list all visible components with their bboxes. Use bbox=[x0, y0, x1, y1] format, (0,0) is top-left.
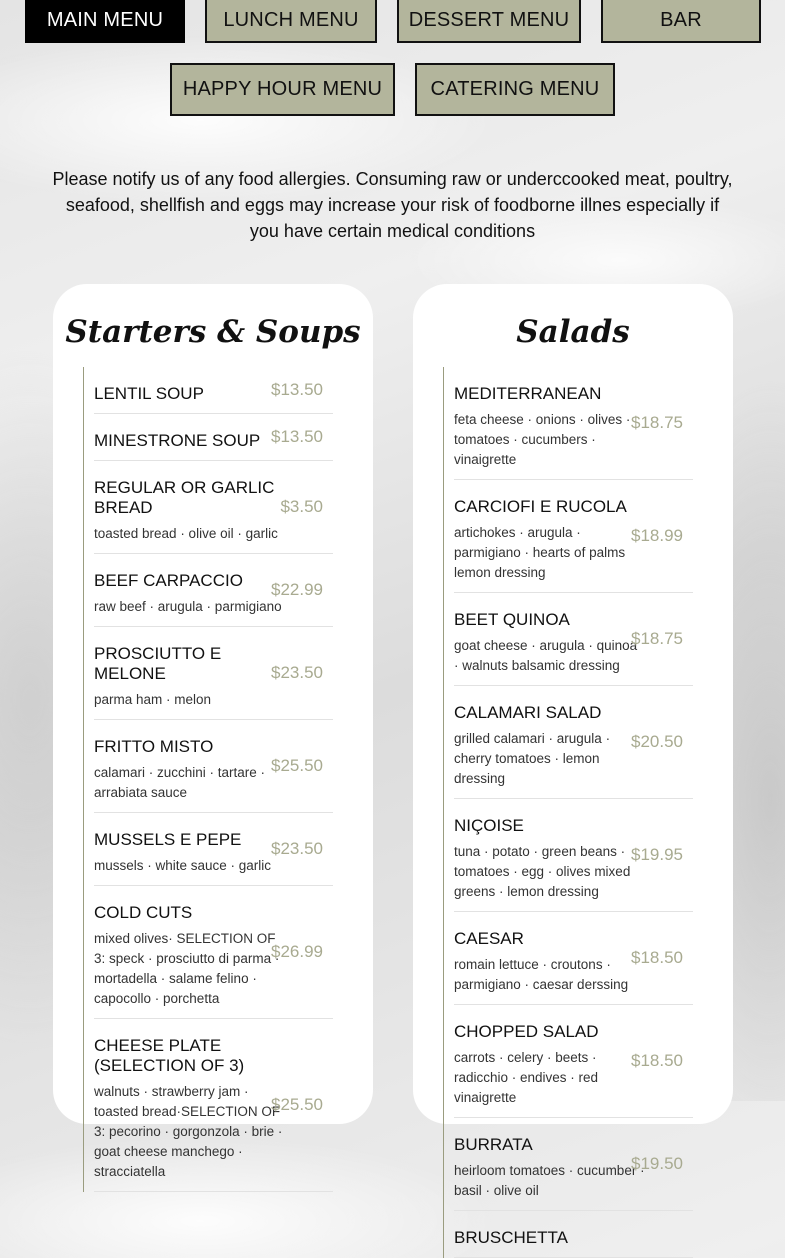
menu-item-description: romain lettuce · croutons · parmigiano · caesar derssing bbox=[454, 957, 629, 992]
menu-item-name: CHOPPED SALAD bbox=[454, 1022, 599, 1041]
menu-item-price: $25.50 bbox=[271, 756, 323, 775]
menu-item-price: $22.99 bbox=[271, 580, 323, 599]
menu-item-description: mixed olives· SELECTION OF 3: speck · prosciutto di parma · mortadella · salame felino · capocollo · porchetta bbox=[94, 931, 280, 1006]
menu-item bbox=[94, 1019, 333, 1192]
menu-item-name: MEDITERRANEAN bbox=[454, 384, 602, 403]
nav-main-menu-label: MAIN MENU bbox=[46, 9, 164, 31]
nav-main-menu-button[interactable] bbox=[25, 0, 185, 43]
nav-happy-hour-menu-label: HAPPY HOUR MENU bbox=[182, 78, 383, 100]
menu-item-price: $13.50 bbox=[271, 380, 323, 399]
starters-title: Starters & Soups bbox=[65, 314, 361, 350]
menu-item-name: COLD CUTS bbox=[94, 903, 193, 922]
menu-item-price: $20.50 bbox=[631, 732, 683, 751]
nav-lunch-menu-label: LUNCH MENU bbox=[223, 9, 359, 31]
menu-item-description: goat cheese · arugula · quinoa · walnuts balsamic dressing bbox=[454, 638, 638, 673]
menu-item-price: $26.99 bbox=[271, 942, 323, 961]
menu-item-name: MUSSELS E PEPE bbox=[94, 830, 242, 849]
nav-dessert-menu-label: DESSERT MENU bbox=[408, 9, 570, 31]
nav-catering-menu-label: CATERING MENU bbox=[430, 78, 600, 100]
menu-item-name: BEEF CARPACCIO bbox=[94, 571, 243, 590]
menu-item-name: LENTIL SOUP bbox=[94, 384, 204, 403]
menu-item-name: NIÇOISE bbox=[454, 816, 524, 835]
menu-item-description: raw beef · arugula · parmigiano bbox=[94, 599, 282, 614]
starters-card bbox=[53, 284, 373, 1179]
menu-item-price: $3.50 bbox=[280, 497, 323, 516]
menu-item bbox=[454, 686, 693, 799]
menu-item-description: tuna · potato · green beans · tomatoes · egg · olives mixed greens · lemon dressing bbox=[454, 844, 631, 899]
menu-item-description: feta cheese · onions · olives · tomatoes · cucumbers · vinaigrette bbox=[454, 412, 631, 467]
menu-item bbox=[94, 554, 333, 627]
menu-item-price: $18.75 bbox=[631, 629, 683, 648]
allergy-notice: Please notify us of any food allergies. Consuming raw or underccooked meat, poultry, seafood, shellfish and eggs may increase your risk of foodborne illnes especially if you have certain medical conditions bbox=[52, 169, 733, 241]
salads-list bbox=[443, 367, 693, 1258]
menu-item-description: carrots · celery · beets · radicchio · endives · red vinaigrette bbox=[454, 1050, 599, 1105]
menu-item bbox=[454, 1118, 693, 1211]
menu-item bbox=[94, 813, 333, 886]
menu-item bbox=[94, 461, 333, 554]
menu-item-name: FRITTO MISTO bbox=[94, 737, 214, 756]
menu-item bbox=[94, 414, 333, 461]
nav-bar-label: BAR bbox=[660, 9, 702, 31]
menu-item-description: walnuts · strawberry jam · toasted bread·SELECTION OF 3: pecorino · gorgonzola · brie · goat cheese manchego · stracciatella bbox=[94, 1084, 283, 1179]
menu-item-description: artichokes · arugula · parmigiano · hearts of palms lemon dressing bbox=[454, 525, 626, 580]
menu-item-name: CALAMARI SALAD bbox=[454, 703, 602, 722]
menu-item-price: $19.95 bbox=[631, 845, 683, 864]
menu-item-description: calamari · zucchini · tartare · arrabiata sauce bbox=[94, 765, 266, 800]
menu-item bbox=[94, 627, 333, 720]
menu-item-description: parma ham · melon bbox=[94, 692, 212, 707]
nav-catering-menu-button[interactable] bbox=[415, 63, 615, 116]
menu-item-description: toasted bread · olive oil · garlic bbox=[94, 526, 278, 541]
menu-item-name: PROSCIUTTO E MELONE bbox=[94, 644, 222, 683]
menu-item bbox=[454, 367, 693, 480]
menu-item-price: $18.50 bbox=[631, 948, 683, 967]
menu-item-name: BEET QUINOA bbox=[454, 610, 570, 629]
menu-item-description: mussels · white sauce · garlic bbox=[94, 858, 272, 873]
menu-item bbox=[94, 720, 333, 813]
menu-item-price: $18.75 bbox=[631, 413, 683, 432]
nav-dessert-menu-button[interactable] bbox=[397, 0, 581, 43]
menu-item bbox=[454, 912, 693, 1005]
menu-item-name: BURRATA bbox=[454, 1135, 533, 1154]
menu-item bbox=[454, 799, 693, 912]
menu-item-name: CHEESE PLATE (SELECTION OF 3) bbox=[94, 1036, 245, 1075]
menu-item-name: BRUSCHETTA bbox=[454, 1228, 568, 1247]
nav-lunch-menu-button[interactable] bbox=[205, 0, 377, 43]
starters-list bbox=[83, 367, 333, 1192]
menu-item bbox=[94, 886, 333, 1019]
menu-item bbox=[454, 480, 693, 593]
salads-card bbox=[413, 284, 733, 1247]
menu-item-name: REGULAR OR GARLIC BREAD bbox=[94, 478, 275, 517]
menu-item bbox=[454, 593, 693, 686]
menu-item-price: $23.50 bbox=[271, 839, 323, 858]
menu-item-price: $25.50 bbox=[271, 1095, 323, 1114]
nav-bar-button[interactable] bbox=[601, 0, 761, 43]
menu-item-description: heirloom tomatoes · cucumber · basil · olive oil bbox=[454, 1163, 645, 1198]
menu-item-description: grilled calamari · arugula · cherry tomatoes · lemon dressing bbox=[454, 731, 611, 786]
menu-item bbox=[454, 1211, 693, 1258]
nav-happy-hour-menu-button[interactable] bbox=[170, 63, 395, 116]
salads-title: Salads bbox=[516, 314, 630, 350]
menu-item-price: $19.50 bbox=[631, 1154, 683, 1173]
menu-item-price: $13.50 bbox=[271, 427, 323, 446]
menu-item-price: $23.50 bbox=[271, 663, 323, 682]
menu-item bbox=[454, 1005, 693, 1118]
menu-item-price: $18.50 bbox=[631, 1051, 683, 1070]
menu-item-name: CAESAR bbox=[454, 929, 524, 948]
menu-item-name: CARCIOFI E RUCOLA bbox=[454, 497, 627, 516]
menu-item-name: MINESTRONE SOUP bbox=[94, 431, 261, 450]
menu-item bbox=[94, 367, 333, 414]
menu-item-price: $18.99 bbox=[631, 526, 683, 545]
